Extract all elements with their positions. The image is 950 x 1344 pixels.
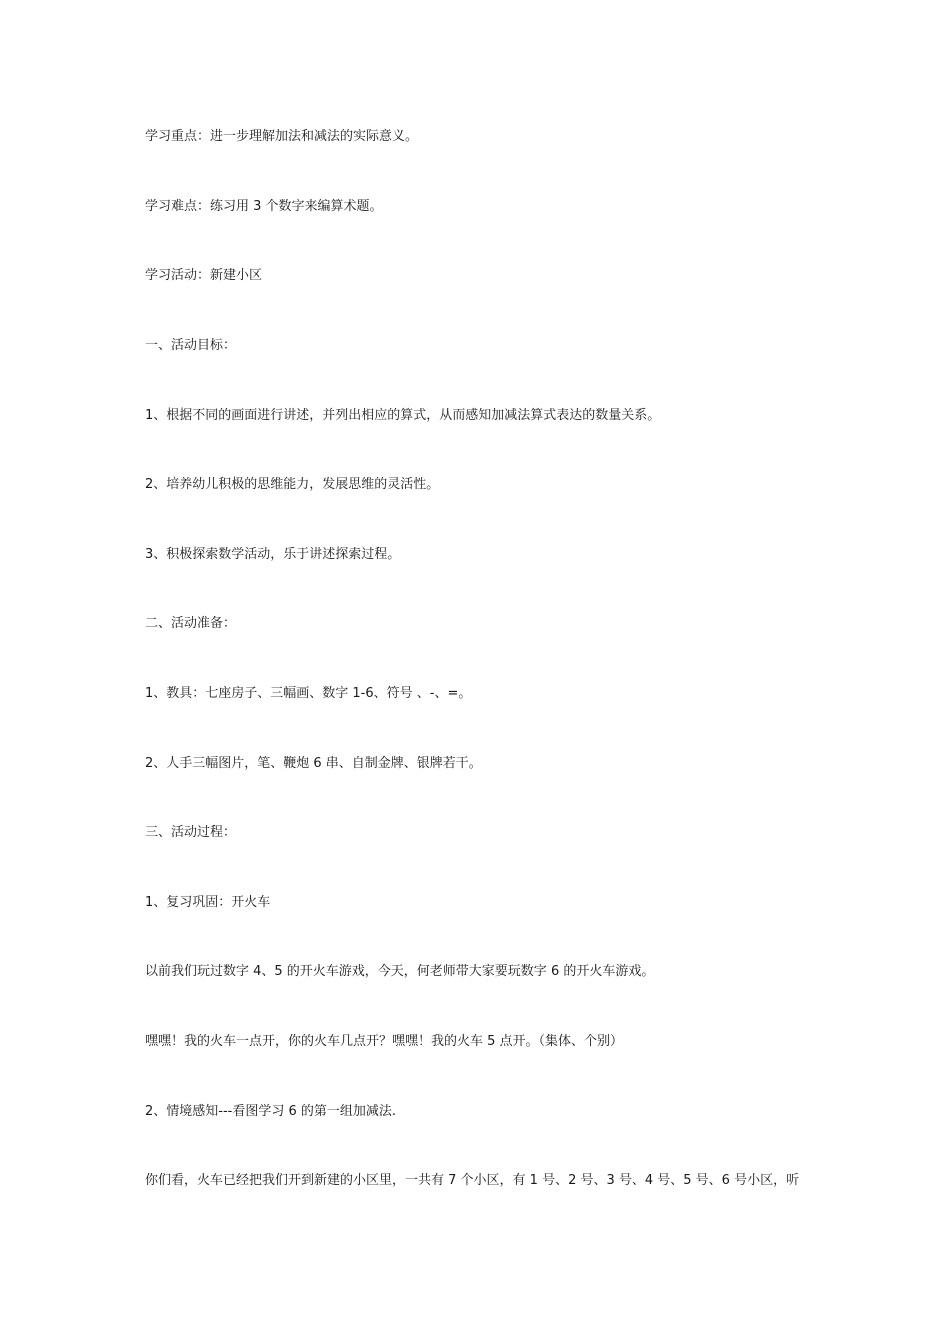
section-heading-process: 三、活动过程： — [145, 825, 237, 840]
prep-item-2: 2、人手三幅图片，笔、鞭炮 6 串、自制金牌、银牌若干。 — [145, 756, 482, 771]
goal-item-1: 1、根据不同的画面进行讲述，并列出相应的算式，从而感知加减法算式表达的数量关系。 — [145, 408, 661, 423]
goal-item-3: 3、积极探索数学活动，乐于讲述探索过程。 — [145, 547, 401, 562]
paragraph-train-game: 以前我们玩过数字 4、5 的开火车游戏，今天，何老师带大家要玩数字 6 的开火车游戏。 — [145, 964, 655, 979]
goal-item-2: 2、培养幼儿积极的思维能力，发展思维的灵活性。 — [145, 477, 440, 492]
section-heading-prep: 二、活动准备： — [145, 616, 237, 631]
paragraph-chant: 嘿嘿！我的火车一点开，你的火车几点开？嘿嘿！我的火车 5 点开。（集体、个别） — [145, 1034, 624, 1049]
prep-item-1: 1、教具：七座房子、三幅画、数字 1-6、符号 、-、=。 — [145, 686, 472, 701]
study-activity-line: 学习活动：新建小区 — [145, 268, 263, 283]
paragraph-new-community: 你们看，火车已经把我们开到新建的小区里，一共有 7 个小区，有 1 号、2 号、3 号、4 号、5 号、6 号小区，听 — [145, 1173, 800, 1188]
study-focus-line: 学习重点：进一步理解加法和减法的实际意义。 — [145, 129, 419, 144]
study-difficulty-line: 学习难点：练习用 3 个数字来编算术题。 — [145, 199, 383, 214]
process-step-2: 2、情境感知---看图学习 6 的第一组加减法. — [145, 1104, 397, 1119]
process-step-1: 1、复习巩固：开火车 — [145, 895, 271, 910]
section-heading-goals: 一、活动目标： — [145, 338, 237, 353]
